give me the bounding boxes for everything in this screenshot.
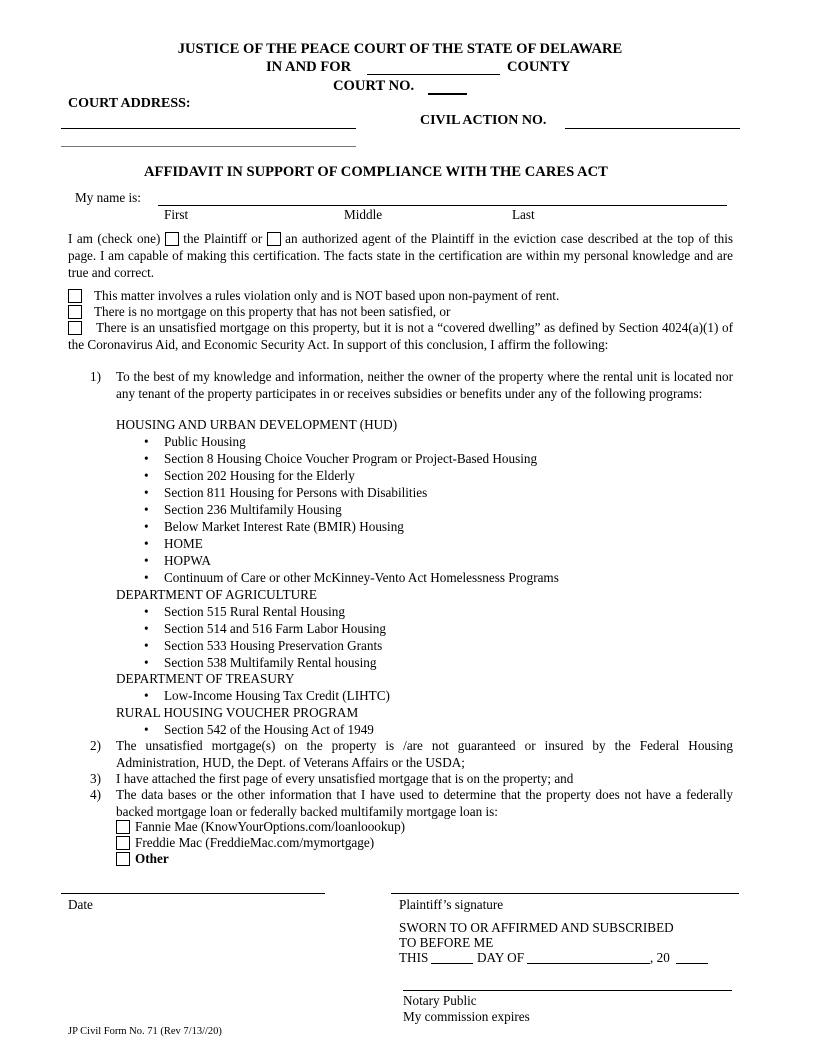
commission-expires-label: My commission expires: [403, 1009, 530, 1024]
bullet: •: [144, 536, 149, 551]
item-2-number: 2): [90, 738, 101, 753]
option-rules-violation-checkbox[interactable]: [68, 289, 82, 303]
hud-program: Section 811 Housing for Persons with Disabilities: [164, 485, 428, 500]
year-blank[interactable]: [676, 963, 708, 964]
court-no-blank[interactable]: [428, 93, 467, 95]
item-2-text: The unsatisfied mortgage(s) on the property is /are not guaranteed or insured by the Federal Housing Administration, HUD, the Dept. of Veterans Affairs or the USDA;: [116, 738, 733, 770]
hud-program: Section 202 Housing for the Elderly: [164, 468, 355, 483]
county-blank[interactable]: [367, 74, 500, 75]
year-prefix: , 20: [650, 950, 670, 965]
month-blank[interactable]: [527, 963, 650, 964]
last-label: Last: [512, 207, 535, 222]
hud-heading: HOUSING AND URBAN DEVELOPMENT (HUD): [116, 417, 398, 432]
agriculture-heading: DEPARTMENT OF AGRICULTURE: [116, 587, 317, 602]
date-line[interactable]: [61, 893, 325, 894]
court-address-line-2[interactable]: [61, 146, 356, 147]
court-no-label: COURT NO.: [333, 78, 415, 94]
rural-program: Section 542 of the Housing Act of 1949: [164, 722, 374, 737]
bullet: •: [144, 604, 149, 619]
bullet: •: [144, 638, 149, 653]
form-number: JP Civil Form No. 71 (Rev 7/13//20): [68, 1026, 222, 1037]
item-3-text: I have attached the first page of every unsatisfied mortgage that is on the property; and: [116, 771, 574, 786]
item-4-text: The data bases or the other information that I have used to determine that the property does not have a federally backed mortgage loan or federally backed multifamily mortgage loan is:: [116, 787, 733, 819]
civil-action-label: CIVIL ACTION NO.: [420, 113, 547, 128]
bullet: •: [144, 519, 149, 534]
item-1-text: To the best of my knowledge and information, neither the owner of the property where the rental unit is located nor any tenant of the property participates in or receives subsidies or benefits under any of the following programs:: [116, 369, 733, 401]
hud-program: HOPWA: [164, 553, 211, 568]
county-label: COUNTY: [507, 59, 571, 75]
civil-action-blank[interactable]: [565, 128, 740, 129]
agent-checkbox[interactable]: [267, 232, 281, 246]
rural-heading: RURAL HOUSING VOUCHER PROGRAM: [116, 705, 359, 720]
hud-program: Section 8 Housing Choice Voucher Program or Project-Based Housing: [164, 451, 538, 466]
bullet: •: [144, 621, 149, 636]
bullet: •: [144, 688, 149, 703]
intro-agent: an authorized agent of the Plaintiff in the eviction case described at the top of this page. I am capable of making this certification. The facts state in the certification are within my personal knowledge and are true and correct.: [68, 231, 734, 280]
court-address-line-1[interactable]: [61, 128, 356, 129]
notary-signature-line[interactable]: [403, 990, 732, 991]
intro-plaintiff: the Plaintiff or: [183, 231, 263, 246]
freddie-mac-checkbox[interactable]: [116, 836, 130, 850]
in-and-for-label: IN AND FOR: [266, 59, 352, 75]
day-of-label: DAY OF: [477, 950, 525, 965]
other-label: Other: [135, 851, 169, 866]
intro-paragraph: [68, 231, 733, 281]
other-checkbox[interactable]: [116, 852, 130, 866]
bullet: •: [144, 553, 149, 568]
hud-program: HOME: [164, 536, 203, 551]
notary-public-label: Notary Public: [403, 993, 477, 1008]
affidavit-title: AFFIDAVIT IN SUPPORT OF COMPLIANCE WITH THE CARES ACT: [144, 164, 608, 180]
sworn-line-2: TO BEFORE ME: [399, 935, 494, 950]
agriculture-program: Section 515 Rural Rental Housing: [164, 604, 345, 619]
item-3-number: 3): [90, 771, 101, 786]
fannie-mae-label: Fannie Mae (KnowYourOptions.com/loanloookup): [135, 819, 406, 834]
middle-label: Middle: [344, 207, 383, 222]
agriculture-program: Section 533 Housing Preservation Grants: [164, 638, 383, 653]
intro-check-one: I am (check one): [68, 231, 161, 246]
freddie-mac-label: Freddie Mac (FreddieMac.com/mymortgage): [135, 835, 375, 850]
date-label: Date: [68, 897, 93, 912]
bullet: •: [144, 485, 149, 500]
first-label: First: [164, 207, 189, 222]
plaintiff-signature-line[interactable]: [391, 893, 739, 894]
day-blank[interactable]: [431, 963, 473, 964]
agriculture-program: Section 514 and 516 Farm Labor Housing: [164, 621, 386, 636]
bullet: •: [144, 722, 149, 737]
this-label: THIS: [399, 950, 429, 965]
bullet: •: [144, 451, 149, 466]
bullet: •: [144, 502, 149, 517]
sworn-line-1: SWORN TO OR AFFIRMED AND SUBSCRIBED: [399, 920, 674, 935]
hud-program: Continuum of Care or other McKinney-Vento Act Homelessness Programs: [164, 570, 559, 585]
bullet: •: [144, 570, 149, 585]
option-rules-violation: This matter involves a rules violation only and is NOT based upon non-payment of rent.: [94, 288, 560, 303]
hud-program: Section 236 Multifamily Housing: [164, 502, 342, 517]
plaintiff-signature-label: Plaintiff’s signature: [399, 897, 504, 912]
court-address-label: COURT ADDRESS:: [68, 96, 191, 111]
bullet: •: [144, 655, 149, 670]
option-no-mortgage-checkbox[interactable]: [68, 305, 82, 319]
fannie-mae-checkbox[interactable]: [116, 820, 130, 834]
plaintiff-checkbox[interactable]: [165, 232, 179, 246]
option-unsatisfied-mortgage: There is an unsatisfied mortgage on this property, but it is not a “covered dwelling” as defined by Section 4024(a)(1) of the Coronavirus Aid, and Economic Security Act. In support of this conclusion, I affirm the following:: [68, 320, 733, 352]
hud-program: Public Housing: [164, 434, 246, 449]
option-no-mortgage: There is no mortgage on this property that has not been satisfied, or: [94, 304, 451, 319]
court-title: JUSTICE OF THE PEACE COURT OF THE STATE OF DELAWARE: [177, 41, 623, 57]
agriculture-program: Section 538 Multifamily Rental housing: [164, 655, 377, 670]
hud-program: Below Market Interest Rate (BMIR) Housing: [164, 519, 404, 534]
name-blank[interactable]: [158, 205, 727, 206]
bullet: •: [144, 468, 149, 483]
treasury-program: Low-Income Housing Tax Credit (LIHTC): [164, 688, 390, 703]
my-name-label: My name is:: [75, 190, 141, 205]
item-4-number: 4): [90, 787, 101, 802]
item-1-number: 1): [90, 369, 101, 384]
bullet: •: [144, 434, 149, 449]
treasury-heading: DEPARTMENT OF TREASURY: [116, 671, 295, 686]
